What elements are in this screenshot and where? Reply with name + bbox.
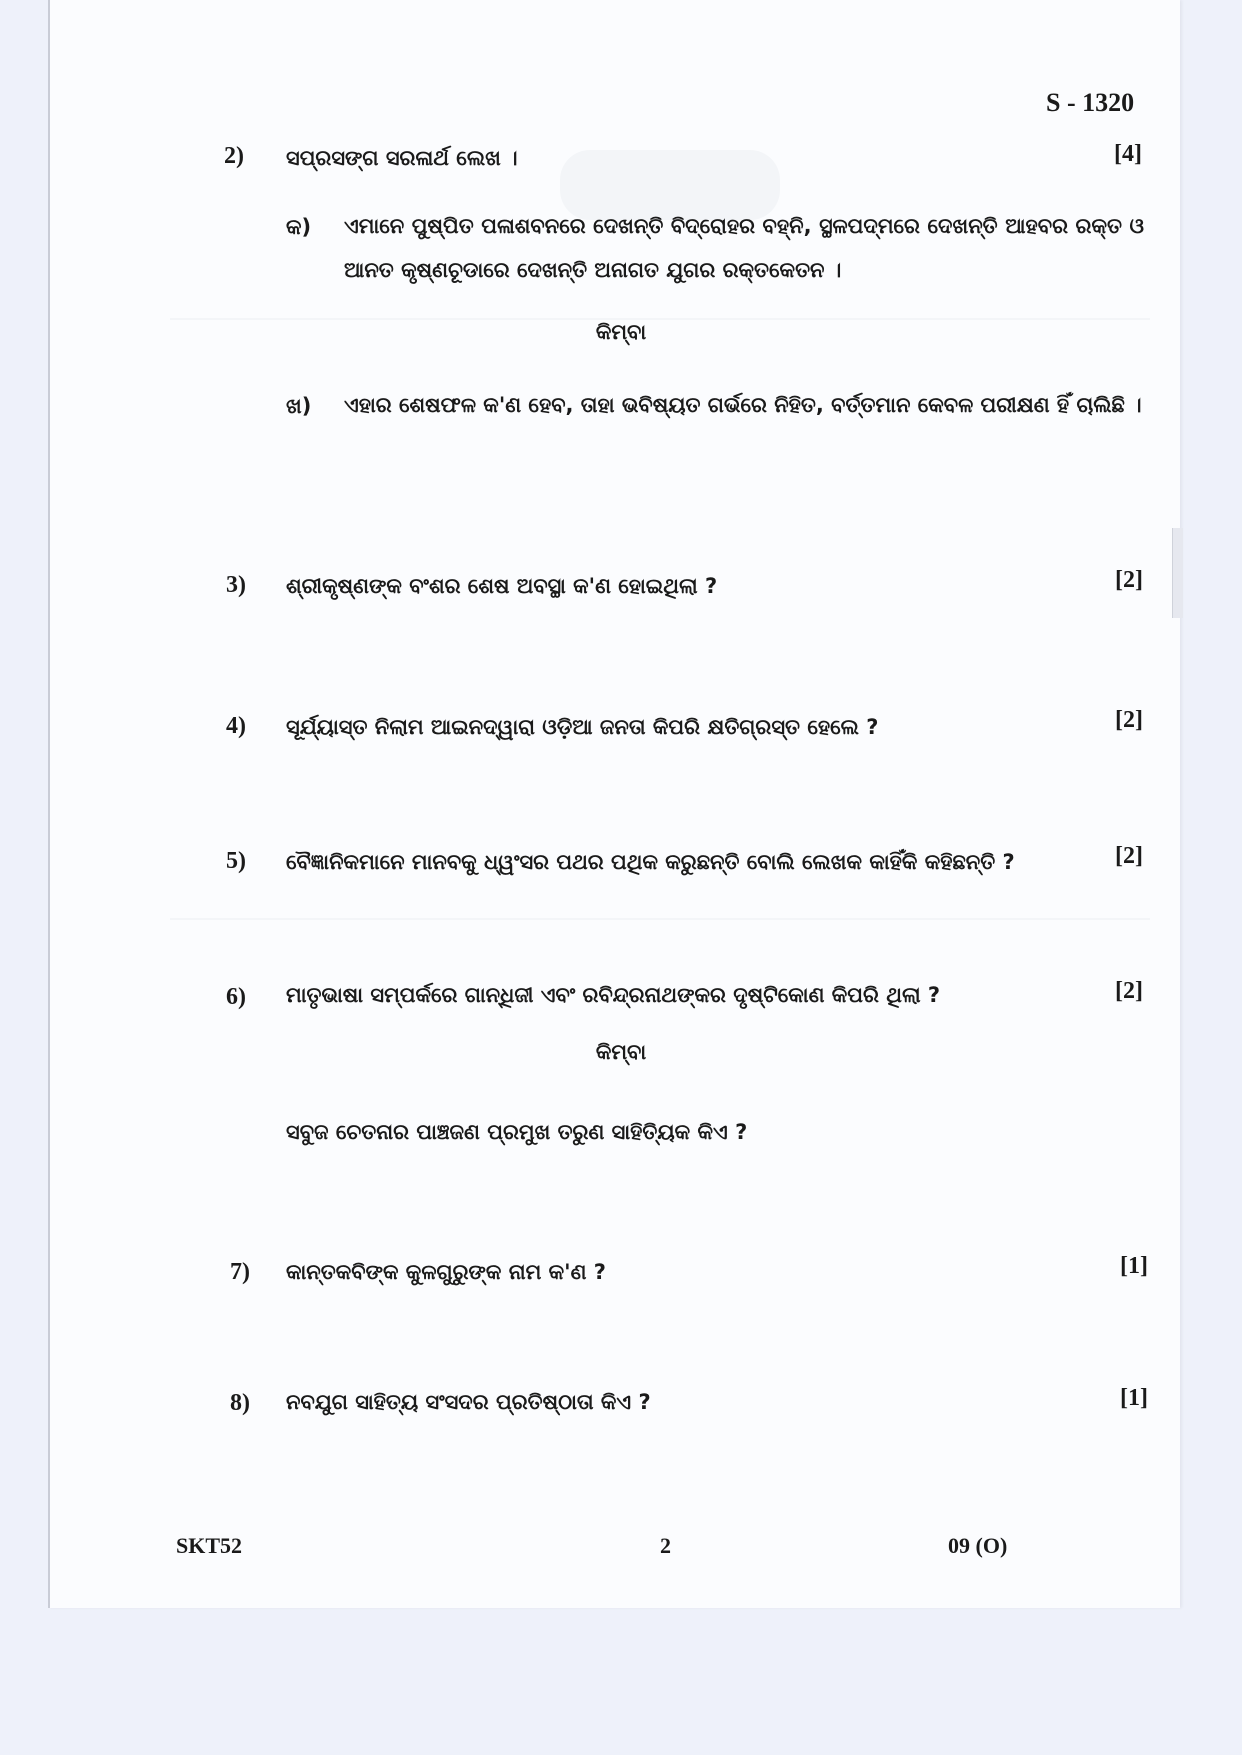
sub-question-text: ଏମାନେ ପୁଷ୍ପିତ ପଳାଶବନରେ ଦେଖନ୍ତି ବିଦ୍ରୋହର ବହ୍ନି, ସ୍ଥଳପଦ୍ମରେ ଦେଖନ୍ତି ଆହବର ରକ୍ତ ଓ ଆନତ କୃଷ୍ଣଚୂଡାରେ ଦେଖନ୍ତି ଅନାଗତ ଯୁଗର ରକ୍ତକେତନ । xyxy=(344,214,1144,282)
question-marks: [2] xyxy=(1115,843,1143,869)
question-number: 5) xyxy=(226,848,246,874)
question-marks: [1] xyxy=(1120,1385,1148,1411)
footer-code: SKT52 xyxy=(176,1533,243,1558)
question-number: 2) xyxy=(224,143,244,169)
question-number: 3) xyxy=(226,572,246,598)
question-text: ଶ୍ରୀକୃଷ୍ଣଙ୍କ ବଂଶର ଶେଷ ଅବସ୍ଥା କ'ଣ ହୋଇଥିଲା ? xyxy=(286,574,718,598)
or-label: କିମ୍ବା xyxy=(595,1040,647,1064)
alternative-question-text: ସବୁଜ ଚେତନାର ପାଞ୍ଚଜଣ ପ୍ରମୁଖ ତରୁଣ ସାହିତ୍ୟିକ କିଏ ? xyxy=(286,1120,748,1144)
or-label: କିମ୍ବା xyxy=(595,320,647,344)
sub-question-label: ଖ) xyxy=(286,394,312,418)
page-number: 2 xyxy=(660,1533,671,1558)
footer-subject-code: 09 (O) xyxy=(948,1533,1008,1558)
question-text: ସୂର୍ଯ୍ୟାସ୍ତ ନିଲାମ ଆଇନଦ୍ୱାରା ଓଡ଼ିଆ ଜନତା କିପରି କ୍ଷତିଗ୍ରସ୍ତ ହେଲେ ? xyxy=(286,715,879,739)
question-number: 6) xyxy=(226,984,246,1010)
question-marks: [2] xyxy=(1115,707,1143,733)
question-text: ମାତୃଭାଷା ସମ୍ପର୍କରେ ଗାନ୍ଧିଜୀ ଏବଂ ରବିନ୍ଦ୍ରନାଥଙ୍କର ଦୃଷ୍ଟିକୋଣ କିପରି ଥିଲା ? xyxy=(286,983,941,1007)
question-text: ସପ୍ରସଙ୍ଗ ସରଳାର୍ଥ ଲେଖ । xyxy=(286,146,518,170)
paper-code: S - 1320 xyxy=(1046,88,1135,117)
show-through-line xyxy=(170,918,1150,920)
question-number: 4) xyxy=(226,713,246,739)
question-marks: [1] xyxy=(1120,1253,1148,1279)
question-marks: [2] xyxy=(1115,567,1143,593)
question-number: 7) xyxy=(230,1259,250,1285)
question-text: କାନ୍ତକବିଙ୍କ କୁଳଗୁରୁଙ୍କ ନାମ କ'ଣ ? xyxy=(286,1260,606,1284)
page-fold-edge xyxy=(1172,528,1183,618)
sub-question-text: ଏହାର ଶେଷଫଳ କ'ଣ ହେବ, ତାହା ଭବିଷ୍ୟତ ଗର୍ଭରେ ନିହିତ, ବର୍ତ୍ତମାନ କେବଳ ପରୀକ୍ଷଣ ହିଁ ଚାଲିଛି । xyxy=(344,393,1142,417)
question-marks: [2] xyxy=(1115,978,1143,1004)
question-text: ବୈଜ୍ଞାନିକମାନେ ମାନବକୁ ଧ୍ୱଂସର ପଥର ପଥିକ କରୁଛନ୍ତି ବୋଲି ଲେଖକ କାହିଁକି କହିଛନ୍ତି ? xyxy=(286,850,1015,874)
question-number: 8) xyxy=(230,1390,250,1416)
sub-question-label: କ) xyxy=(286,215,312,239)
question-marks: [4] xyxy=(1114,141,1142,167)
question-text: ନବଯୁଗ ସାହିତ୍ୟ ସଂସଦର ପ୍ରତିଷ୍ଠାତା କିଏ ? xyxy=(286,1390,651,1414)
